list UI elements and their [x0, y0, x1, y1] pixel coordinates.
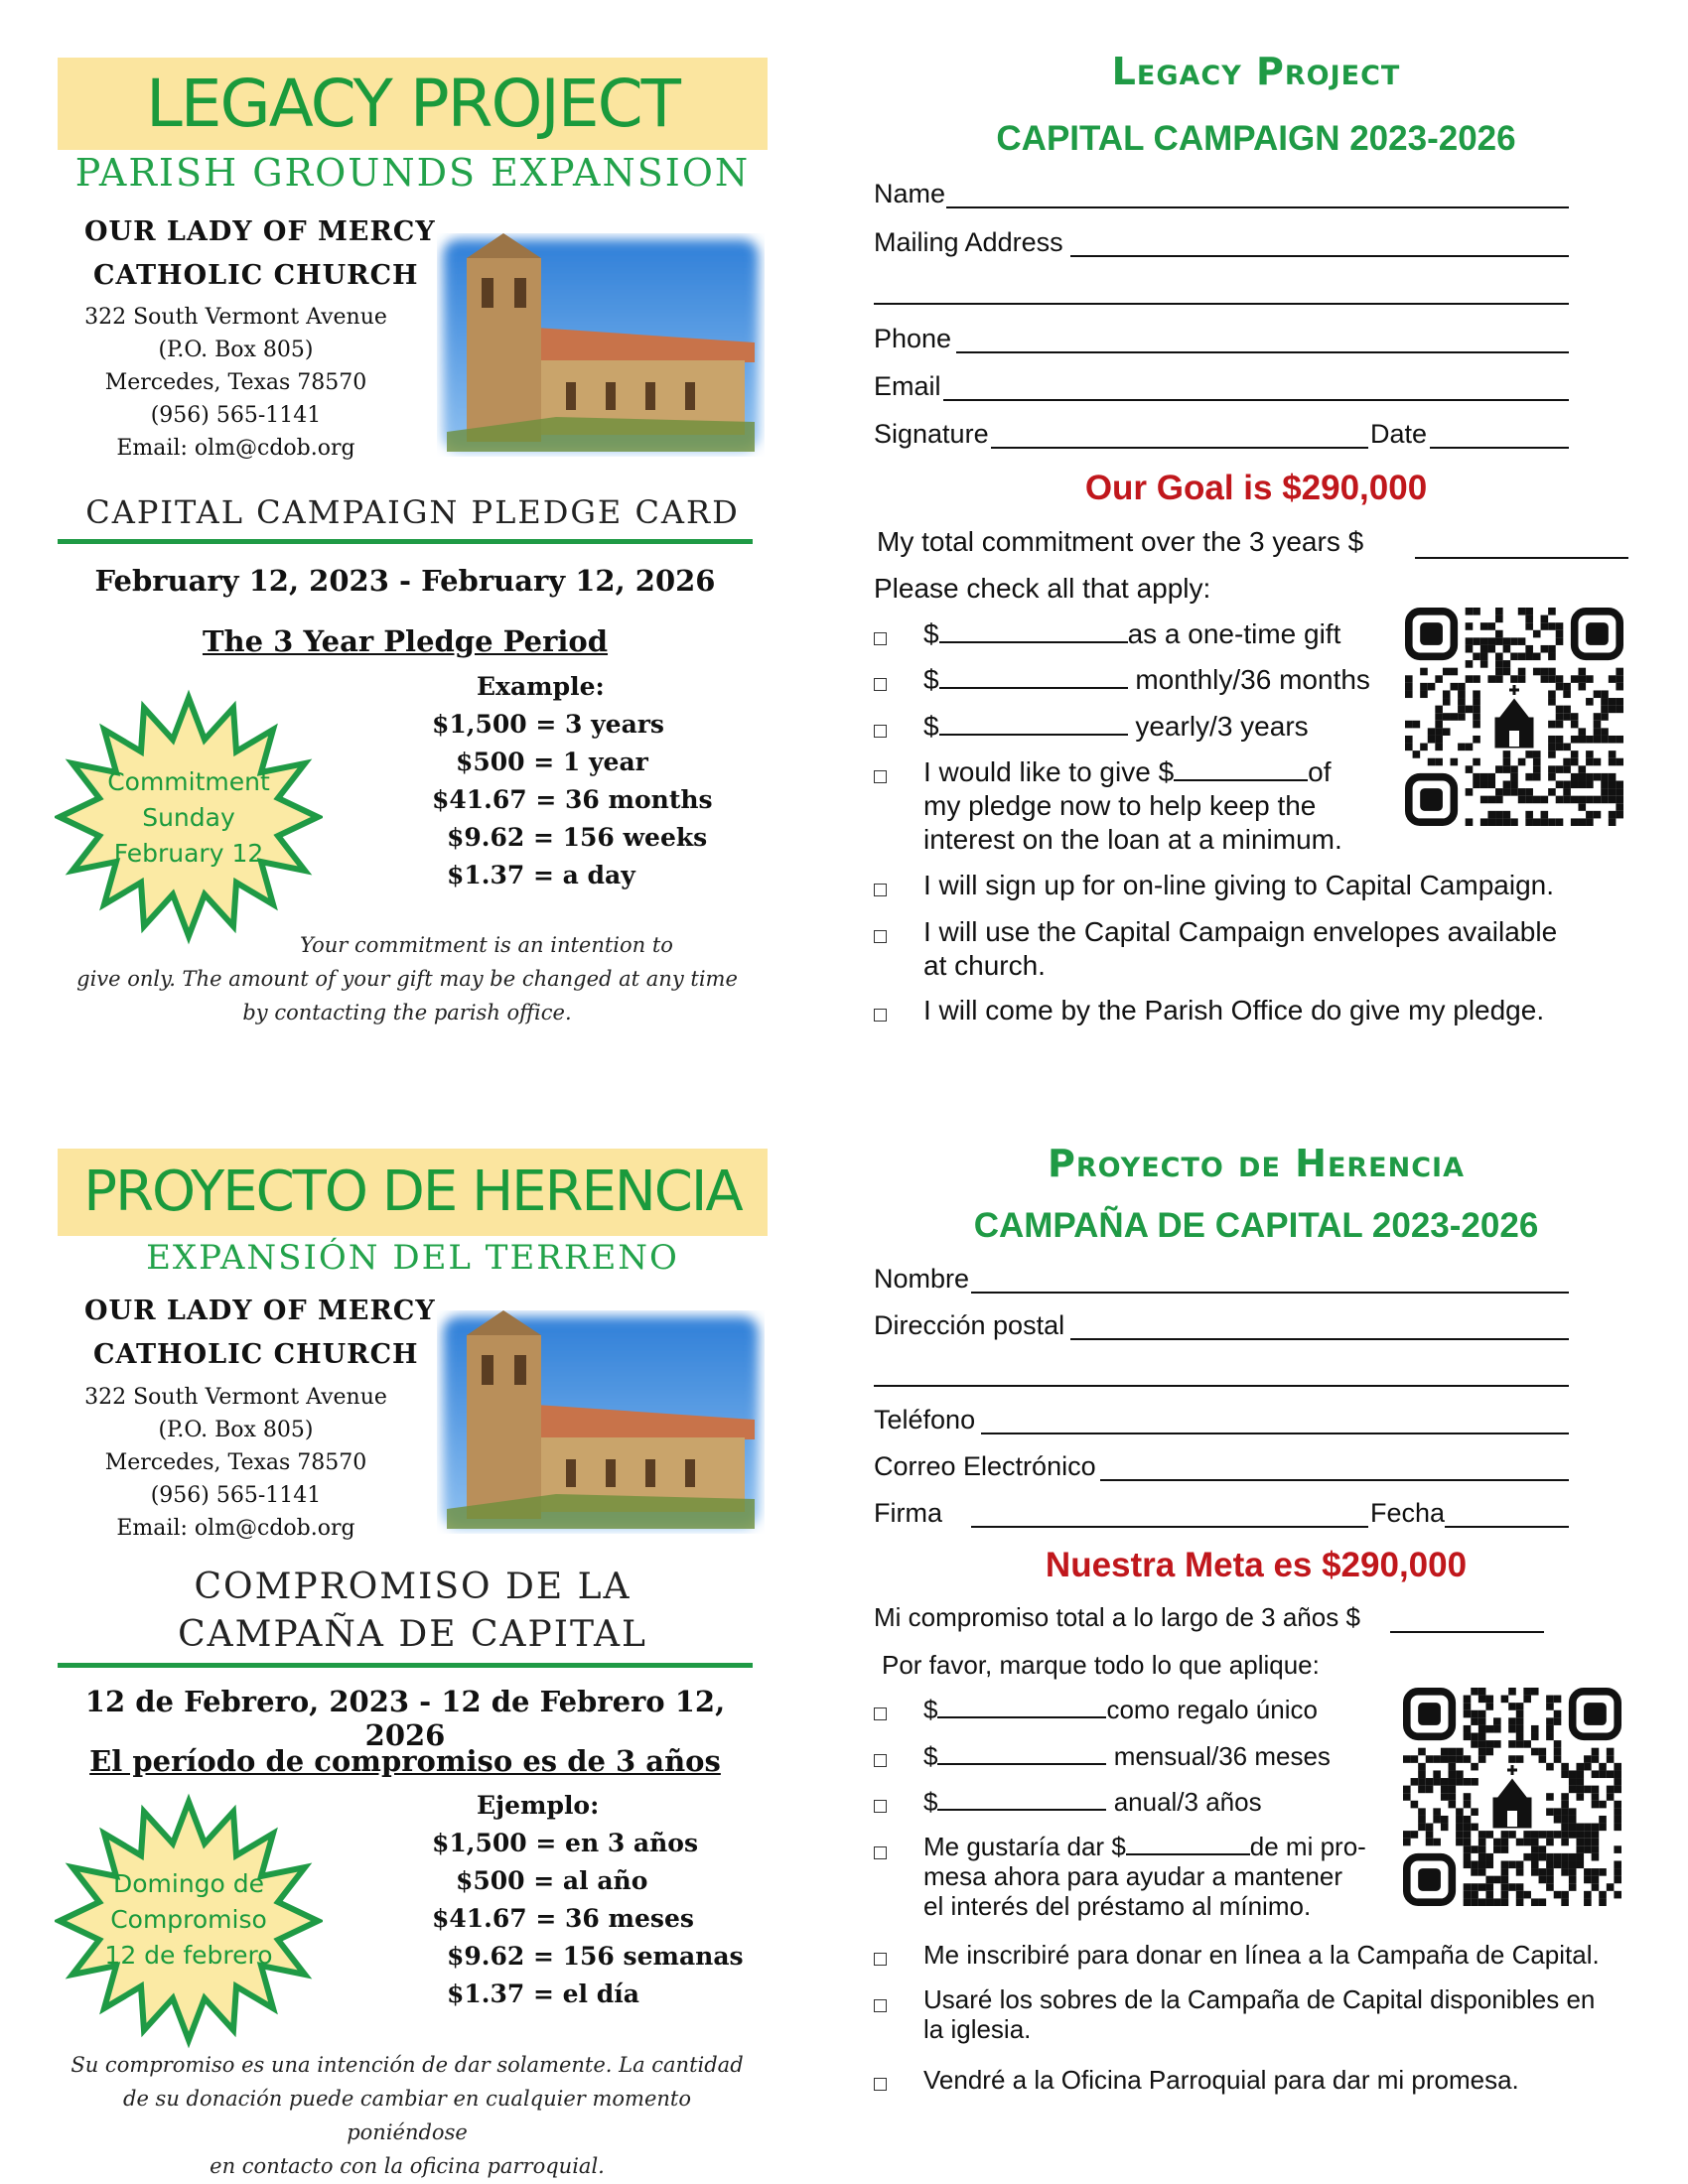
english-give-now-field[interactable]: [1174, 779, 1308, 781]
spanish-banner-title: PROYECTO DE HERENCIA: [83, 1160, 742, 1224]
spanish-dates: 12 de Febrero, 2023 - 12 de Febrero 12, 2026: [84, 1685, 726, 1752]
english-checkbox-online[interactable]: [874, 884, 887, 896]
spanish-name-label: Nombre: [874, 1264, 970, 1294]
envelopes-line: I will use the Capital Campaign envelopes available: [923, 916, 1558, 947]
option-suffix: mensual/36 meses: [1106, 1741, 1331, 1771]
english-checkbox-give-now[interactable]: [874, 770, 887, 783]
envelopes-line: Usaré los sobres de la Campaña de Capital disponibles en: [923, 1984, 1596, 2014]
spanish-pledge-period: El período de compromiso es de 3 años: [89, 1744, 721, 1778]
option-prefix: $: [923, 711, 939, 742]
english-monthly-field[interactable]: [939, 687, 1128, 689]
card-title-line: COMPROMISO DE LA: [194, 1567, 632, 1607]
option-suffix: como regalo único: [1106, 1695, 1318, 1724]
give-now-of: de mi pro-: [1249, 1832, 1366, 1861]
english-mailing-field[interactable]: [1070, 255, 1569, 257]
english-checkbox-office[interactable]: [874, 1009, 887, 1022]
english-option-monthly: [923, 663, 1370, 697]
english-title-banner: [58, 58, 768, 150]
address-line: 322 South Vermont Avenue: [84, 305, 387, 330]
example-row: $41.67 = 36 months: [432, 785, 713, 814]
english-date-label: Date: [1370, 419, 1428, 449]
spanish-phone-label: Teléfono: [874, 1405, 976, 1434]
spanish-title-banner: [58, 1149, 768, 1236]
address-line: Email: olm@cdob.org: [116, 436, 355, 461]
spanish-commitment-field[interactable]: [1390, 1631, 1544, 1633]
note-line: by contacting the parish office.: [242, 1001, 572, 1024]
spanish-date-label: Fecha: [1370, 1498, 1446, 1528]
english-option-give-now: [923, 755, 1342, 857]
english-examples: [432, 668, 713, 894]
english-church-name-2: CATHOLIC CHURCH: [93, 260, 419, 291]
spanish-note: [60, 2048, 755, 2183]
english-form-title: Legacy Project: [1111, 50, 1401, 93]
example-row: $1.37 = el día: [447, 1979, 639, 2008]
spanish-option-yearly: [923, 1785, 1262, 1819]
english-option-online: I will sign up for on-line giving to Capital Campaign.: [923, 870, 1554, 900]
option-prefix: $: [923, 1787, 938, 1817]
spanish-address: [60, 1381, 412, 1545]
option-suffix: as a one-time gift: [1127, 618, 1341, 649]
example-label: Example:: [477, 672, 605, 701]
spanish-monthly-field[interactable]: [937, 1763, 1106, 1765]
option-prefix: $: [923, 1741, 938, 1771]
spanish-option-one-time: [923, 1693, 1318, 1726]
english-one-time-field[interactable]: [939, 641, 1128, 643]
address-line: Email: olm@cdob.org: [116, 1516, 355, 1541]
note-line: de su donación puede cambiar en cualquier momento poniéndose: [123, 2087, 691, 2144]
example-row: $9.62 = 156 weeks: [447, 823, 708, 852]
example-row: $1,500 = en 3 años: [432, 1829, 699, 1857]
english-goal: Our Goal is $290,000: [1084, 469, 1428, 507]
option-prefix: $: [923, 1695, 938, 1724]
spanish-commitment-label: Mi compromiso total a lo largo de 3 años $: [874, 1602, 1360, 1632]
note-line: Your commitment is an intention to: [300, 933, 673, 957]
spanish-checkbox-online[interactable]: [874, 1953, 887, 1966]
spanish-card-title: [58, 1564, 768, 1659]
example-row: $1.37 = a day: [447, 861, 635, 889]
example-row: $41.67 = 36 meses: [432, 1904, 694, 1933]
spanish-option-envelopes: [923, 1984, 1595, 2044]
spanish-checkbox-one-time[interactable]: [874, 1707, 887, 1720]
english-qr-code-icon: [1405, 608, 1623, 826]
english-check-label: Please check all that apply:: [874, 573, 1211, 604]
star-line: 12 de febrero: [104, 1941, 273, 1970]
english-divider: [58, 539, 753, 544]
spanish-name-field[interactable]: [971, 1292, 1569, 1294]
english-phone-label: Phone: [874, 324, 952, 353]
envelopes-line: at church.: [923, 950, 1046, 981]
spanish-signature-field[interactable]: [971, 1526, 1368, 1528]
spanish-mailing-field[interactable]: [1070, 1338, 1569, 1340]
note-line: give only. The amount of your gift may be changed at any time: [76, 967, 738, 991]
give-now-line: mesa ahora para ayudar a mantener: [923, 1861, 1343, 1891]
english-mailing-label: Mailing Address: [874, 227, 1063, 257]
spanish-email-field[interactable]: [1100, 1479, 1569, 1481]
address-line: (956) 565-1141: [150, 1483, 322, 1508]
spanish-form-subtitle: CAMPAÑA DE CAPITAL 2023-2026: [973, 1206, 1539, 1245]
spanish-subtitle: EXPANSIÓN DEL TERRENO: [146, 1238, 679, 1278]
english-pledge-period: The 3 Year Pledge Period: [202, 624, 609, 658]
english-checkbox-one-time[interactable]: [874, 632, 887, 645]
english-signature-label: Signature: [874, 419, 989, 449]
english-starburst-text: [55, 764, 323, 872]
example-row: $500 = 1 year: [456, 748, 648, 776]
english-note: [60, 928, 755, 1029]
spanish-option-monthly: [923, 1739, 1331, 1773]
spanish-checkbox-office[interactable]: [874, 2078, 887, 2091]
spanish-examples: [432, 1787, 744, 2013]
envelopes-line: la iglesia.: [923, 2014, 1032, 2044]
example-row: $9.62 = 156 semanas: [447, 1942, 744, 1971]
english-signature-field[interactable]: [991, 447, 1368, 449]
english-card-title: CAPITAL CAMPAIGN PLEDGE CARD: [85, 493, 740, 531]
option-prefix: $: [923, 664, 939, 695]
spanish-divider: [58, 1663, 753, 1668]
spanish-church-name-1: OUR LADY OF MERCY: [84, 1296, 436, 1326]
english-name-label: Name: [874, 179, 946, 208]
spanish-email-label: Correo Electrónico: [874, 1451, 1096, 1481]
spanish-give-now-field[interactable]: [1126, 1853, 1250, 1855]
star-line: Sunday: [142, 803, 235, 832]
star-line: Compromiso: [110, 1905, 267, 1934]
english-option-yearly: [923, 710, 1309, 744]
address-line: 322 South Vermont Avenue: [84, 1385, 387, 1410]
english-option-one-time: [923, 617, 1340, 651]
address-line: Mercedes, Texas 78570: [104, 370, 367, 395]
english-church-photo: [437, 233, 765, 457]
give-now-line: interest on the loan at a minimum.: [923, 824, 1342, 855]
english-dates: February 12, 2023 - February 12, 2026: [94, 564, 716, 598]
address-line: (P.O. Box 805): [158, 338, 314, 362]
give-now-text: I would like to give $: [923, 756, 1175, 787]
english-option-office: I will come by the Parish Office do give my pledge.: [923, 995, 1545, 1025]
star-line: Domingo de: [112, 1869, 265, 1898]
spanish-yearly-field[interactable]: [937, 1809, 1106, 1811]
spanish-checkbox-yearly[interactable]: [874, 1800, 887, 1813]
english-church-name-1: OUR LADY OF MERCY: [84, 216, 436, 247]
english-subtitle: PARISH GROUNDS EXPANSION: [74, 151, 751, 195]
option-suffix: anual/3 años: [1106, 1787, 1262, 1817]
note-line: en contacto con la oficina parroquial.: [210, 2154, 605, 2178]
note-line: Su compromiso es una intención de dar solamente. La cantidad: [70, 2053, 744, 2077]
option-prefix: $: [923, 618, 939, 649]
spanish-mailing-field-2[interactable]: [874, 1385, 1569, 1387]
english-commitment-label: My total commitment over the 3 years $: [877, 526, 1364, 557]
give-now-of: of: [1308, 756, 1332, 787]
spanish-signature-label: Firma: [874, 1498, 942, 1528]
address-line: Mercedes, Texas 78570: [104, 1450, 367, 1475]
english-mailing-field-2[interactable]: [874, 303, 1569, 305]
english-checkbox-envelopes[interactable]: [874, 930, 887, 943]
english-email-label: Email: [874, 371, 941, 401]
spanish-option-online: Me inscribiré para donar en línea a la Campaña de Capital.: [923, 1940, 1600, 1970]
english-address: [60, 301, 412, 465]
english-checkbox-monthly[interactable]: [874, 678, 887, 691]
address-line: (956) 565-1141: [150, 403, 322, 428]
spanish-starburst-text: [55, 1866, 323, 1974]
english-yearly-field[interactable]: [939, 734, 1128, 736]
spanish-checkbox-envelopes[interactable]: [874, 1999, 887, 2012]
option-suffix: monthly/36 months: [1127, 664, 1370, 695]
english-checkbox-yearly[interactable]: [874, 725, 887, 738]
star-line: Commitment: [107, 767, 270, 796]
card-title-line: CAMPAÑA DE CAPITAL: [178, 1614, 647, 1655]
spanish-checkbox-give-now[interactable]: [874, 1846, 887, 1859]
spanish-option-office: Vendré a la Oficina Parroquial para dar mi promesa.: [923, 2065, 1519, 2095]
spanish-phone-field[interactable]: [981, 1433, 1569, 1434]
spanish-checkbox-monthly[interactable]: [874, 1754, 887, 1767]
english-form-subtitle: CAPITAL CAMPAIGN 2023-2026: [996, 119, 1516, 158]
give-now-text: Me gustaría dar $: [923, 1832, 1126, 1861]
give-now-line: my pledge now to help keep the: [923, 790, 1317, 821]
star-line: February 12: [113, 839, 264, 868]
spanish-one-time-field[interactable]: [937, 1716, 1106, 1718]
address-line: (P.O. Box 805): [158, 1418, 314, 1442]
option-suffix: yearly/3 years: [1127, 711, 1309, 742]
spanish-option-give-now: [923, 1832, 1366, 1921]
english-commitment-field[interactable]: [1415, 557, 1628, 559]
english-name-field[interactable]: [946, 206, 1569, 208]
spanish-qr-code-icon: [1403, 1688, 1621, 1906]
spanish-form-title: Proyecto de Herencia: [1048, 1142, 1465, 1185]
spanish-goal: Nuestra Meta es $290,000: [1045, 1546, 1468, 1584]
english-phone-field[interactable]: [956, 351, 1569, 353]
english-email-field[interactable]: [943, 399, 1569, 401]
spanish-church-photo: [437, 1310, 765, 1534]
example-row: $500 = al año: [456, 1866, 648, 1895]
english-date-field[interactable]: [1430, 447, 1569, 449]
example-label: Ejemplo:: [477, 1791, 600, 1820]
spanish-date-field[interactable]: [1445, 1526, 1569, 1528]
english-option-envelopes: [923, 915, 1557, 983]
example-row: $1,500 = 3 years: [432, 710, 665, 739]
give-now-line: el interés del préstamo al mínimo.: [923, 1891, 1312, 1921]
spanish-check-label: Por favor, marque todo lo que aplique:: [882, 1650, 1320, 1680]
spanish-mailing-label: Dirección postal: [874, 1310, 1065, 1340]
english-banner-title: LEGACY PROJECT: [146, 66, 679, 142]
spanish-church-name-2: CATHOLIC CHURCH: [93, 1339, 419, 1370]
